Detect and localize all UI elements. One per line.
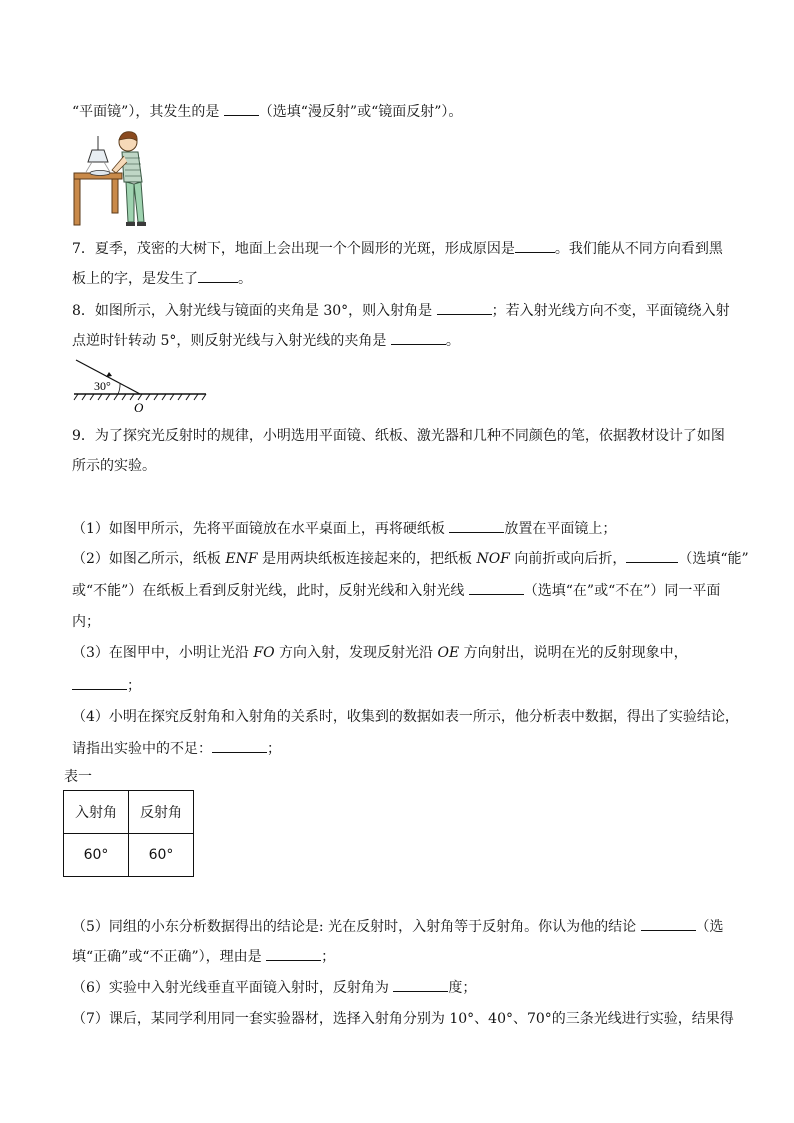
- answer-blank[interactable]: [212, 738, 267, 753]
- data-table: [63, 790, 194, 877]
- q9-p3-text-d: ；: [127, 678, 141, 694]
- q9-part-2-line-2: [72, 580, 720, 601]
- q8-text-a: 8．如图所示，入射光线与镜面的夹角是 30°，则入射角是: [72, 303, 437, 319]
- answer-blank[interactable]: [449, 518, 504, 533]
- q9-p6-text-b: 度；: [448, 980, 477, 996]
- q6-line-1: [72, 101, 462, 122]
- q9-part-4-line-1: （4）小明在探究反射角和入射角的关系时，收集到的数据如表一所示，他分析表中数据，得出了实验结论，: [72, 709, 739, 725]
- q9-part-3-line-1: [72, 643, 688, 663]
- table-row: [64, 834, 194, 877]
- table-header-cell: 入射角: [64, 791, 129, 834]
- q7-text-d: 。: [238, 271, 252, 287]
- q6-text-a: “平面镜”），其发生的是: [72, 104, 224, 120]
- q9-p1-text-a: （1）如图甲所示，先将平面镜放在水平桌面上，再将硬纸板: [72, 521, 450, 537]
- q9-part-1: [72, 518, 616, 539]
- q9-p2-text-b: 是用两块纸板连接起来的，把纸板: [257, 551, 477, 567]
- angle-mirror-figure: [72, 356, 208, 416]
- q9-p3-text-b: 方向入射，发现反射光沿: [274, 645, 438, 661]
- q9-p1-text-b: 放置在平面镜上；: [504, 521, 617, 537]
- answer-blank[interactable]: [266, 946, 321, 961]
- table-header-row: [64, 791, 194, 834]
- answer-blank[interactable]: [626, 548, 678, 563]
- angle-label: 30°: [94, 379, 111, 393]
- q9-p2-text-a: （2）如图乙所示，纸板: [72, 551, 226, 567]
- q9-p2-text-e: 或“不能”）在纸板上看到反射光线，此时，反射光线和入射光线: [72, 583, 469, 599]
- q7-line-1: [72, 238, 723, 259]
- answer-blank[interactable]: [515, 238, 555, 253]
- ray-arrow-icon: [106, 372, 112, 377]
- answer-blank[interactable]: [391, 330, 446, 345]
- q7-text-b: 。我们能从不同方向看到黑: [554, 241, 723, 257]
- q9-p6-text-a: （6）实验中入射光线垂直平面镜入射时，反射角为: [72, 980, 394, 996]
- ray-oe-label: OE: [437, 645, 460, 661]
- angle-arc: [118, 384, 120, 394]
- q9-part-5-line-2: [72, 946, 335, 967]
- q9-part-2-line-1: [72, 548, 749, 569]
- q9-intro-1: 9．为了探究光反射时的规律，小明选用平面镜、纸板、激光器和几种不同颜色的笔，依据教材设计了如图: [72, 428, 725, 444]
- ray-fo-label: FO: [253, 645, 275, 661]
- q7-text-a: 7．夏季，茂密的大树下，地面上会出现一个个圆形的光斑，形成原因是: [72, 241, 515, 257]
- q9-part-7: （7）课后，某同学利用同一套实验器材，选择入射角分别为 10°、40°、70°的三条光线进行实验，结果得: [72, 1011, 734, 1027]
- q9-p5-text-d: ；: [321, 949, 336, 965]
- answer-blank[interactable]: [437, 300, 492, 315]
- answer-blank[interactable]: [641, 916, 696, 931]
- q9-part-4-line-2: [72, 738, 281, 759]
- q8-text-d: 。: [445, 333, 460, 349]
- q9-p3-text-c: 方向射出，说明在光的反射现象中，: [459, 645, 688, 661]
- q9-part-6: [72, 977, 476, 998]
- q9-p5-text-a: （5）同组的小东分析数据得出的结论是: 光在反射时，入射角等于反射角。你认为他的结论: [72, 919, 641, 935]
- q7-line-2: [72, 268, 252, 289]
- table-cell: 60°: [129, 834, 194, 877]
- q9-p5-text-c: 填“正确”或“不正确”），理由是: [72, 949, 267, 965]
- q9-p4-text-b: ；: [267, 741, 281, 757]
- table-cell: 60°: [64, 834, 129, 877]
- q9-part-5-line-1: [72, 916, 724, 937]
- q9-part-2-line-3: 内；: [72, 614, 100, 630]
- board-nof-label: NOF: [476, 551, 510, 567]
- q8-text-b: ；若入射光线方向不变，平面镜绕入射: [491, 303, 730, 319]
- point-o-label: O: [134, 400, 144, 415]
- table-caption: 表一: [64, 769, 92, 785]
- q9-p2-text-f: （选填“在”或“不在”）同一平面: [523, 583, 721, 599]
- table-header-cell: 反射角: [129, 791, 194, 834]
- q8-line-2: [72, 330, 460, 351]
- q9-part-3-line-2: [72, 675, 141, 696]
- q9-p3-text-a: （3）在图甲中，小明让光沿: [72, 645, 254, 661]
- q6-text-b: （选填“漫反射”或“镜面反射”）。: [258, 104, 463, 120]
- q9-p4-text-a: 请指出实验中的不足：: [72, 741, 212, 757]
- answer-blank[interactable]: [224, 101, 259, 116]
- answer-blank[interactable]: [469, 580, 524, 595]
- answer-blank[interactable]: [393, 977, 448, 992]
- q9-intro-2: 所示的实验。: [72, 458, 156, 474]
- answer-blank[interactable]: [72, 675, 127, 690]
- q8-text-c: 点逆时针转动 5°，则反射光线与入射光线的夹角是: [72, 333, 391, 349]
- q8-line-1: [72, 300, 730, 321]
- q9-p2-text-c: 向前折或向后折，: [509, 551, 627, 567]
- q7-text-c: 板上的字，是发生了: [72, 271, 198, 287]
- board-enf-label: ENF: [225, 551, 258, 567]
- q9-p5-text-b: （选: [695, 919, 724, 935]
- q9-p2-text-d: （选填“能”: [678, 551, 749, 567]
- answer-blank[interactable]: [198, 268, 238, 283]
- child-mirror-figure: [72, 128, 158, 228]
